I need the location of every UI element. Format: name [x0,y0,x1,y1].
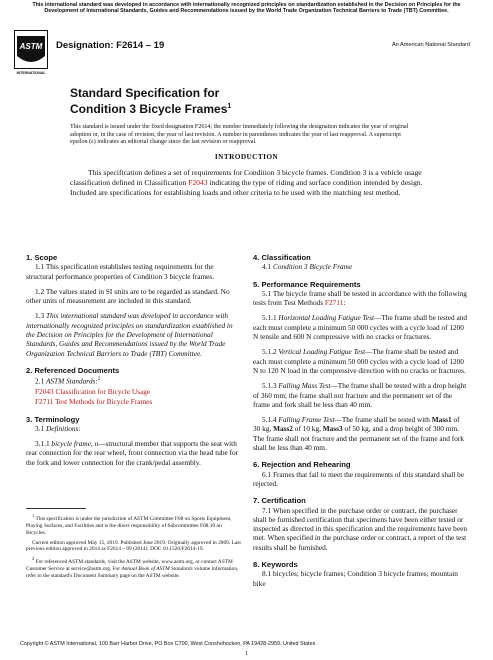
perf-5-1-4-text-d: of 50 kg, and a drop height of 300 mm. The frame shall not fracture and the permanent set of the frame and fork shall be less than 40 mm. [253,424,464,453]
astm-logo [14,30,48,76]
perf-5-1-1-text: —The frame shall be tested and each must complete a minimum 50 000 cycles with a cycle load of 1200 N tensile and 600 N compressive with no cracks or fractures. [253,313,468,342]
rej-6-1: 6.1 Frames that fail to meet the requirements of this standard shall be rejected. [253,469,465,488]
certification-heading: 7. Certification [253,496,306,506]
trade-notice: This international standard was developed in accordance with internationally recognized principles on standardization established in the Decision on Principles for the Development of International Standards, Guides and Recommendations issued by the World Trade Organization Technical Barriers to Trade (TBT) Committee. [32,2,461,15]
intro-text-a: This specification defines a set of requirements for Condition 3 bicycle frames. Condition 3 is a vehicle usage classification defined in Classification [70,168,422,187]
perf-5-1-2-num: 5.1.2 [262,347,279,357]
title-line-2 [70,100,231,116]
term-bicycle-frame: bicycle frame, n [51,439,99,449]
perf-5-1-2 [253,347,468,375]
footnote-1 [26,513,241,537]
mass1-label: Mass1 [431,415,452,425]
perf-5-1-4-num: 5.1.4 [262,415,279,425]
perf-5-1-3-num: 5.1.3 [262,381,279,391]
document-title [70,86,231,116]
term-bicycle-frame-def: —structural member that supports the seat with rear connection for the rear wheel, front connection via the head tube for the fork and lower connection for the crank/pedal assembly. [26,439,239,467]
rejection-heading: 6. Rejection and Rehearing [253,460,351,470]
national-standard-label: An American National Standard [391,42,470,48]
footnote-2-text-a: For referenced ASTM standards, visit the ASTM website, www.astm.org, or contact ASTM Customer Service at service@astm.org. For [26,559,233,573]
perf-5-1-3-title: Falling Mass Test [278,381,331,391]
classification-heading: 4. Classification [253,253,311,262]
class-4-1-text: Condition 3 Bicycle Frame [272,262,353,272]
scope-1-3-text: This international standard was developed in accordance with internationally recognized principles on standardization established in the Decision on Principles for the Development of International Standards, Guides and Recommendations issued by the World Trade Organization Technical Barriers to Trade (TBT) Committee. [26,311,233,358]
footnote-1-mark: 1 [32,513,35,518]
introduction-text [70,168,425,197]
scope-1-3-num: 1.3 [35,311,46,321]
page-number: 1 [245,651,248,657]
scope-1-1: 1.1 This specification establishes testing requirements for the structural performance properties of Condition 3 bicycle frames. [26,262,215,281]
ref-f2043[interactable] [26,387,241,396]
perf-5-1-2-text: —The frame shall be tested and each must complete a minimum 50 000 cycles with a cycle load of 1200 N to 120 N load in the compressive direction with no cracks or fractures. [253,347,466,375]
svg-text:INTERNATIONAL: INTERNATIONAL [16,71,46,75]
keywords-heading: 8. Keywords [253,560,298,570]
f2711-link[interactable]: F2711 [324,298,344,308]
term-3-1-1 [26,439,241,467]
scope-1-2: 1.2 The values stated in SI units are to be regarded as standard. No other units of measurement are included in this standard. [26,286,230,306]
class-4-1-num: 4.1 [262,262,273,272]
perf-5-1-3-text: —The frame shall be tested with a drop height of 360 mm; the frame shall not fracture and the permanent set of the frame and fork shall be less than 40 mm. [253,381,467,409]
footnote-2-mark: 2 [32,556,35,562]
ref-f2043-code[interactable]: F2043 [35,386,54,396]
f2043-link[interactable]: F2043 [188,177,208,187]
kw-8-1: 8.1 bicycles; bicycle frames; Condition 3 bicycle frames; mountain bike [253,569,458,588]
refs-2-1-num: 2.1 [35,376,46,386]
perf-5-1-colon: : [343,298,346,308]
refs-heading: 2. Referenced Documents [26,365,120,375]
perf-5-1-1-num: 5.1.1 [262,313,279,323]
ref-f2711-code[interactable]: F2711 [35,397,54,407]
term-3-1-text: Definitions: [45,423,81,433]
title-footnote-mark: 1 [227,103,232,110]
perf-5-1 [253,289,468,308]
term-3-1-num: 3.1 [35,423,46,433]
footnote-1b: Current edition approved May 15, 2019. Published June 2019. Originally approved in 2009. Last previous edition approved in 2014 as F2614 – 09 (2014). DOI: 10.1520/F2614-19. [26,539,241,553]
footnote-2-text-b: volume information, refer to the standard's Document Summary page on the ASTM website. [26,566,239,579]
intro-text-b: indicating the type of riding and surface condition intended by design. Included are specifications for establishing loads and other criteria to be used with the matching test method. [70,177,423,197]
perf-5-1-4 [253,415,468,452]
performance-heading: 5. Performance Requirements [253,279,361,289]
terminology-heading: 3. Terminology [26,414,80,424]
class-4-1 [253,262,468,271]
refs-2-1 [26,375,241,386]
ref-f2043-title[interactable]: Classification for Bicycle Usage [55,386,151,396]
perf-5-1-1-title: Horizontal Loading Fatigue Test [278,313,375,323]
refs-2-1-sup: 2 [97,377,101,383]
footnotes [26,513,241,583]
issued-note: This standard is issued under the fixed designation F2614; the number immediately following the designation indicates the year of original adoption or, in the case of revision, the year of last revision. A number in parentheses indicates the year of last reapproval. A superscript epsilon (ε) indicates an editorial change since the last revision or reapproval. [70,124,409,146]
refs-2-1-text: ASTM Standards: [45,376,98,386]
ref-f2711-title[interactable]: Test Methods for Bicycle Frames [55,397,153,407]
ref-f2711[interactable] [26,397,241,406]
svg-text:ASTM: ASTM [19,42,43,51]
left-column [26,253,241,473]
right-column [253,253,468,594]
astm-logo-icon [14,30,48,76]
perf-5-1-4-text-a: —The frame shall be tested with [334,415,432,425]
perf-5-1-4-title: Falling Frame Test [278,415,335,425]
title-line-1: Standard Specification for [70,86,220,100]
term-3-1-1-num: 3.1.1 [35,439,52,449]
footnote-rule [26,508,86,509]
mass3-label: Mass3 [322,424,343,434]
copyright-footer: Copyright © ASTM International, 100 Barr Harbor Drive, PO Box C700, West Conshohocken, PA 19428-2959. United States [20,641,316,647]
footnote-2 [26,556,241,580]
scope-heading: 1. Scope [26,253,58,262]
introduction-heading: INTRODUCTION [214,152,279,161]
cert-7-1: 7.1 When specified in the purchase order or contract, the purchaser shall be furnished certification that specimens have been either tested or inspected as directed in this specification and the requirements have been met. When specified in the purchase order or contract, a report of the test results shall be furnished. [253,505,467,552]
perf-5-1-4-text-c: of 10 kg, [292,424,323,434]
mass2-label: Mass2 [273,424,293,434]
title-line-2-text: Condition 3 Bicycle Frames [70,102,228,116]
term-3-1 [26,424,241,433]
perf-5-1-4-text-b: of 30 kg, [253,415,460,434]
perf-5-1-2-title: Vertical Loading Fatigue Test [278,347,366,357]
perf-5-1-3 [253,381,468,409]
footnote-1-text: This specification is under the jurisdiction of ASTM Committee F08 on Sports Equipment, Playing Surfaces, and Facilities and is the direct responsibility of Subcommittee F08.10 on Bicycles. [26,515,232,536]
scope-1-3 [26,311,241,357]
footnote-2-book: Annual Book of ASTM Standards [121,566,193,573]
perf-5-1-1 [253,313,468,341]
designation: Designation: F2614 – 19 [56,40,165,51]
perf-5-1-text: 5.1 The bicycle frame shall be tested in accordance with the following tests from Test Methods [253,288,467,308]
